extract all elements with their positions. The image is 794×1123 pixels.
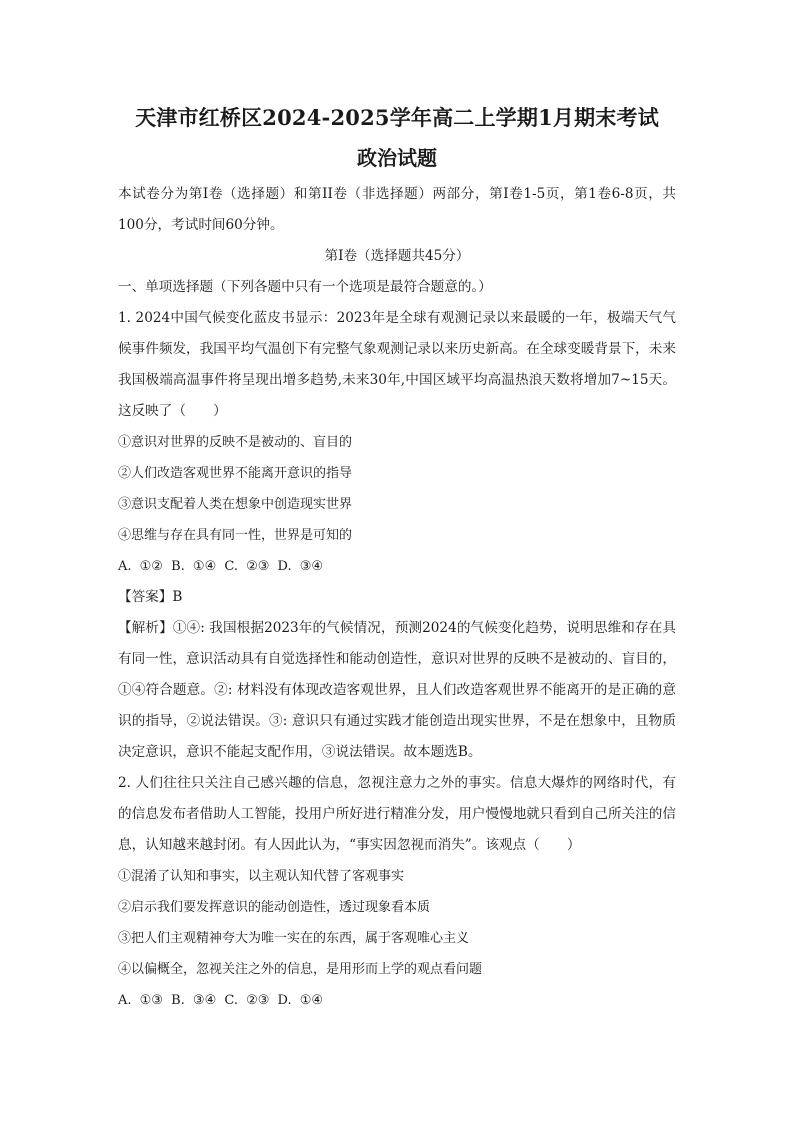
part-heading: 一、单项选择题（下列各题中只有一个选项是最符合题意的。）	[118, 279, 492, 295]
question-option: ④以偏概全，忽视关注之外的信息，是用形而上学的观点看问题	[118, 962, 483, 977]
answer-key: 【答案】B	[118, 589, 183, 605]
question-2	[118, 768, 676, 1016]
document-subtitle: 政治试题	[357, 146, 437, 170]
answer-choices: A. ①② B. ①④ C. ②③ D. ③④	[118, 559, 324, 574]
question-option: ③意识支配着人类在想象中创造现实世界	[118, 497, 353, 512]
document-title: 天津市红桥区2024-2025学年高二上学期1月期末考试	[135, 105, 659, 130]
question-option: ②人们改造客观世界不能离开意识的指导	[118, 466, 353, 481]
answer-choices: A. ①③ B. ③④ C. ②③ D. ①④	[118, 993, 324, 1008]
question-option: ①意识对世界的反映不是被动的、盲目的	[118, 435, 353, 450]
question-option: ④思维与存在具有同一性，世界是可知的	[118, 528, 353, 543]
question-stem: 1. 2024中国气候变化蓝皮书显示：2023年是全球有观测记录以来最暖的一年，极端天气气候事件频发，我国平均气温创下有完整气象观测记录以来历史新高。在全球变暖背景下，未来我国极端高温事件将呈现出增多趋势,未来30年,中国区域平均高温热浪天数将增加7~15天。这反映了（ ）	[118, 310, 676, 419]
question-option: ②启示我们要发挥意识的能动创造性，透过现象看本质	[118, 900, 431, 915]
question-stem: 2. 人们往往只关注自己感兴趣的信息，忽视注意力之外的事实。信息大爆炸的网络时代，有的信息发布者借助人工智能，投用户所好进行精准分发，用户慢慢地就只看到自己所关注的信息，认知越来越封闭。有人因此认为，“事实因忽视而消失”。该观点（ ）	[118, 775, 676, 853]
question-option: ③把人们主观精神夸大为唯一实在的东西，属于客观唯心主义	[118, 931, 470, 946]
question-option: ①混淆了认知和事实，以主观认知代替了客观事实	[118, 869, 405, 884]
exam-instructions: 本试卷分为第I卷（选择题）和第II卷（非选择题）两部分，第I卷1-5页，第1卷6-8页，共100分，考试时间60分钟。	[118, 186, 676, 233]
section-title: 第I卷（选择题共45分）	[324, 248, 470, 264]
question-1	[118, 303, 676, 768]
answer-analysis: 【解析】①④: 我国根据2023年的气候情况，预测2024的气候变化趋势，说明思维和存在具有同一性，意识活动具有自觉选择性和能动创造性，意识对世界的反映不是被动的、盲目的，①④符合题意。②: 材料没有体现改造客观世界，且人们改造客观世界不能离开的是正确的意识的指导，②说法错误。③: 意识只有通过实践才能创造出现实世界，不是在想象中，且物质决定意识，意识不能起支配作用，③说法错误。故本题选B。	[118, 620, 676, 760]
